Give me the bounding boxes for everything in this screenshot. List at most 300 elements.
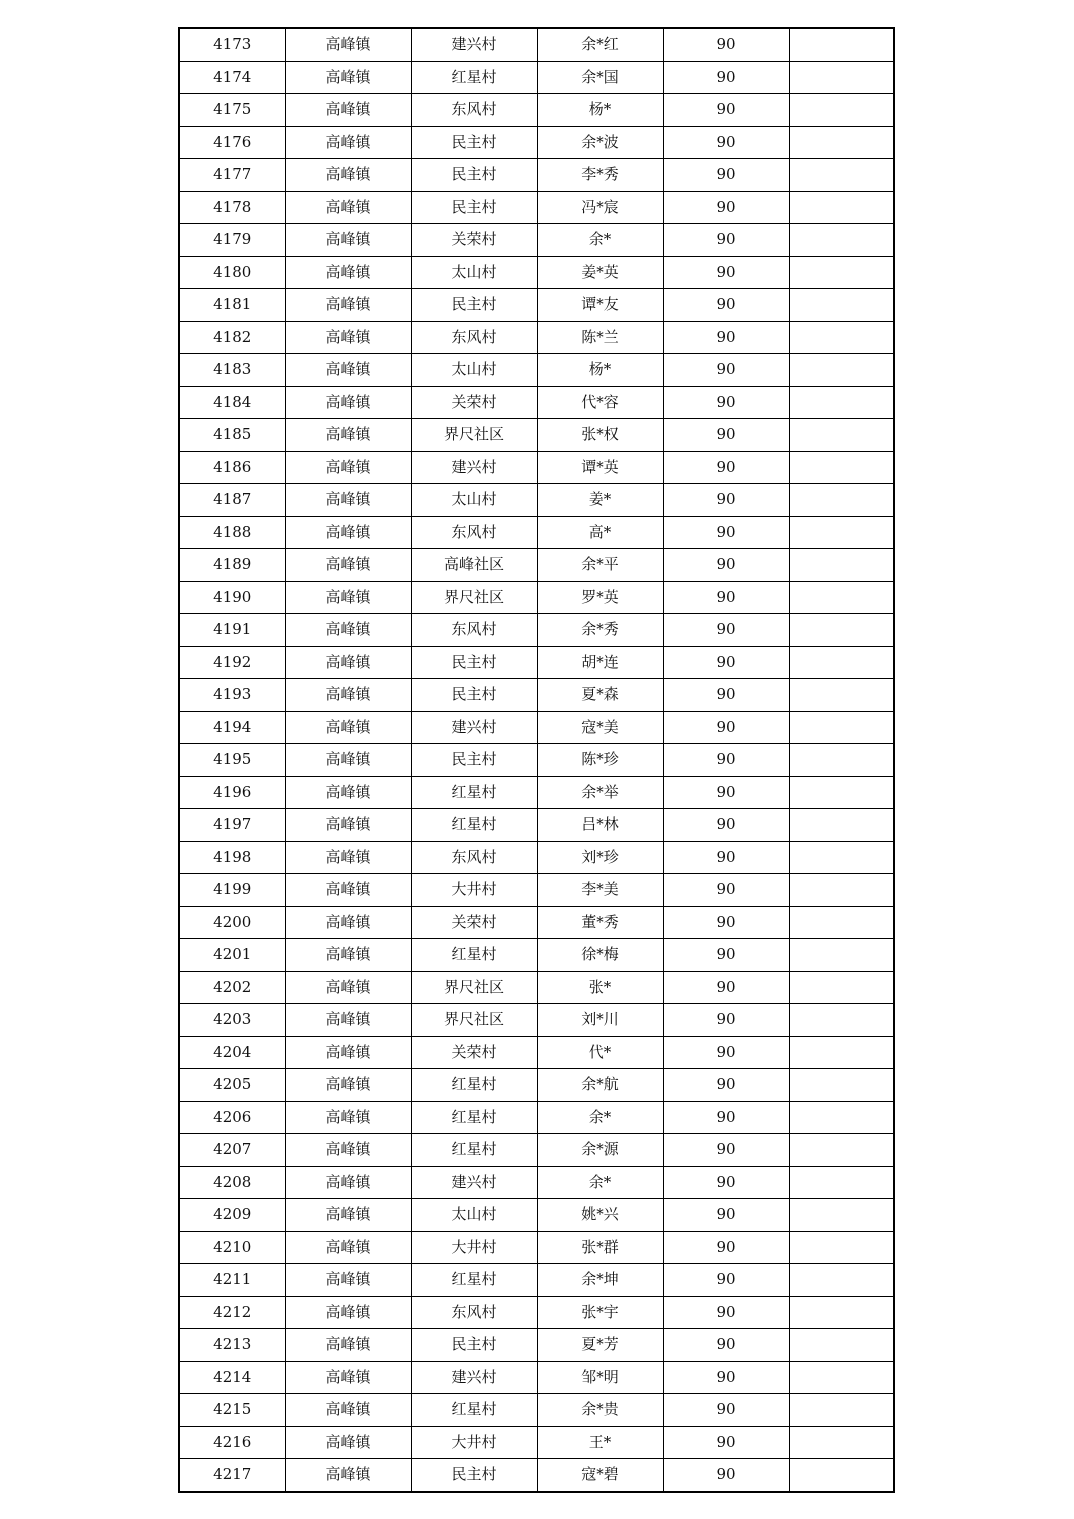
table-row	[179, 419, 894, 452]
village-cell: 红星村	[411, 1069, 537, 1102]
village-cell: 界尺社区	[411, 419, 537, 452]
table-row	[179, 679, 894, 712]
amount-cell: 90	[663, 939, 789, 972]
town-cell: 高峰镇	[285, 1394, 411, 1427]
village-cell: 建兴村	[411, 1166, 537, 1199]
amount-cell: 90	[663, 61, 789, 94]
serial-number-cell: 4209	[179, 1199, 285, 1232]
table-row	[179, 1036, 894, 1069]
village-cell: 大井村	[411, 1426, 537, 1459]
serial-number-cell: 4173	[179, 28, 285, 61]
serial-number-cell: 4182	[179, 321, 285, 354]
person-name-cell: 余*	[537, 224, 663, 257]
table-row	[179, 224, 894, 257]
town-cell: 高峰镇	[285, 1004, 411, 1037]
village-cell: 红星村	[411, 939, 537, 972]
table-row	[179, 386, 894, 419]
remark-cell	[789, 841, 894, 874]
table-row	[179, 581, 894, 614]
remark-cell	[789, 1459, 894, 1492]
person-name-cell: 杨*	[537, 354, 663, 387]
amount-cell: 90	[663, 224, 789, 257]
person-name-cell: 张*宇	[537, 1296, 663, 1329]
amount-cell: 90	[663, 1329, 789, 1362]
town-cell: 高峰镇	[285, 776, 411, 809]
serial-number-cell: 4176	[179, 126, 285, 159]
table-row	[179, 614, 894, 647]
table-row	[179, 1361, 894, 1394]
table-row	[179, 744, 894, 777]
remark-cell	[789, 419, 894, 452]
remark-cell	[789, 939, 894, 972]
person-name-cell: 余*源	[537, 1134, 663, 1167]
amount-cell: 90	[663, 841, 789, 874]
person-name-cell: 姜*英	[537, 256, 663, 289]
serial-number-cell: 4190	[179, 581, 285, 614]
town-cell: 高峰镇	[285, 61, 411, 94]
town-cell: 高峰镇	[285, 679, 411, 712]
village-cell: 民主村	[411, 126, 537, 159]
amount-cell: 90	[663, 1134, 789, 1167]
remark-cell	[789, 1329, 894, 1362]
village-cell: 红星村	[411, 1134, 537, 1167]
table-row	[179, 906, 894, 939]
table-row	[179, 1426, 894, 1459]
serial-number-cell: 4206	[179, 1101, 285, 1134]
amount-cell: 90	[663, 1264, 789, 1297]
amount-cell: 90	[663, 159, 789, 192]
serial-number-cell: 4210	[179, 1231, 285, 1264]
table-row	[179, 711, 894, 744]
town-cell: 高峰镇	[285, 451, 411, 484]
amount-cell: 90	[663, 94, 789, 127]
amount-cell: 90	[663, 1199, 789, 1232]
table-row	[179, 1296, 894, 1329]
table-row	[179, 841, 894, 874]
serial-number-cell: 4201	[179, 939, 285, 972]
amount-cell: 90	[663, 906, 789, 939]
remark-cell	[789, 321, 894, 354]
table-row	[179, 1459, 894, 1492]
remark-cell	[789, 61, 894, 94]
person-name-cell: 余*平	[537, 549, 663, 582]
person-name-cell: 余*波	[537, 126, 663, 159]
person-name-cell: 李*美	[537, 874, 663, 907]
person-name-cell: 刘*珍	[537, 841, 663, 874]
village-cell: 民主村	[411, 646, 537, 679]
town-cell: 高峰镇	[285, 1166, 411, 1199]
village-cell: 建兴村	[411, 711, 537, 744]
table-row	[179, 809, 894, 842]
serial-number-cell: 4200	[179, 906, 285, 939]
remark-cell	[789, 1101, 894, 1134]
person-name-cell: 邹*明	[537, 1361, 663, 1394]
serial-number-cell: 4179	[179, 224, 285, 257]
serial-number-cell: 4217	[179, 1459, 285, 1492]
town-cell: 高峰镇	[285, 321, 411, 354]
remark-cell	[789, 1264, 894, 1297]
table-row	[179, 971, 894, 1004]
remark-cell	[789, 451, 894, 484]
person-name-cell: 姜*	[537, 484, 663, 517]
person-name-cell: 杨*	[537, 94, 663, 127]
remark-cell	[789, 28, 894, 61]
serial-number-cell: 4180	[179, 256, 285, 289]
remark-cell	[789, 679, 894, 712]
remark-cell	[789, 1426, 894, 1459]
amount-cell: 90	[663, 646, 789, 679]
person-name-cell: 陈*兰	[537, 321, 663, 354]
table-row	[179, 1394, 894, 1427]
town-cell: 高峰镇	[285, 809, 411, 842]
person-name-cell: 余*航	[537, 1069, 663, 1102]
town-cell: 高峰镇	[285, 94, 411, 127]
amount-cell: 90	[663, 289, 789, 322]
town-cell: 高峰镇	[285, 939, 411, 972]
person-name-cell: 张*群	[537, 1231, 663, 1264]
table-row	[179, 1004, 894, 1037]
village-cell: 关荣村	[411, 224, 537, 257]
village-cell: 太山村	[411, 354, 537, 387]
remark-cell	[789, 1069, 894, 1102]
amount-cell: 90	[663, 419, 789, 452]
serial-number-cell: 4183	[179, 354, 285, 387]
town-cell: 高峰镇	[285, 1231, 411, 1264]
town-cell: 高峰镇	[285, 971, 411, 1004]
amount-cell: 90	[663, 1069, 789, 1102]
person-name-cell: 寇*美	[537, 711, 663, 744]
town-cell: 高峰镇	[285, 549, 411, 582]
amount-cell: 90	[663, 1166, 789, 1199]
town-cell: 高峰镇	[285, 126, 411, 159]
person-name-cell: 余*贵	[537, 1394, 663, 1427]
table-row	[179, 61, 894, 94]
remark-cell	[789, 809, 894, 842]
person-name-cell: 张*权	[537, 419, 663, 452]
person-name-cell: 李*秀	[537, 159, 663, 192]
roster-table	[178, 27, 895, 1493]
person-name-cell: 余*	[537, 1166, 663, 1199]
town-cell: 高峰镇	[285, 159, 411, 192]
person-name-cell: 高*	[537, 516, 663, 549]
serial-number-cell: 4175	[179, 94, 285, 127]
town-cell: 高峰镇	[285, 1329, 411, 1362]
remark-cell	[789, 1394, 894, 1427]
town-cell: 高峰镇	[285, 646, 411, 679]
person-name-cell: 王*	[537, 1426, 663, 1459]
serial-number-cell: 4188	[179, 516, 285, 549]
person-name-cell: 余*红	[537, 28, 663, 61]
town-cell: 高峰镇	[285, 28, 411, 61]
village-cell: 红星村	[411, 1394, 537, 1427]
amount-cell: 90	[663, 679, 789, 712]
table-row	[179, 1166, 894, 1199]
village-cell: 东风村	[411, 516, 537, 549]
remark-cell	[789, 484, 894, 517]
village-cell: 界尺社区	[411, 581, 537, 614]
remark-cell	[789, 711, 894, 744]
serial-number-cell: 4181	[179, 289, 285, 322]
table-row	[179, 1134, 894, 1167]
table-row	[179, 126, 894, 159]
amount-cell: 90	[663, 516, 789, 549]
serial-number-cell: 4186	[179, 451, 285, 484]
person-name-cell: 刘*川	[537, 1004, 663, 1037]
serial-number-cell: 4174	[179, 61, 285, 94]
table-row	[179, 484, 894, 517]
amount-cell: 90	[663, 386, 789, 419]
town-cell: 高峰镇	[285, 906, 411, 939]
remark-cell	[789, 581, 894, 614]
remark-cell	[789, 1004, 894, 1037]
village-cell: 民主村	[411, 1459, 537, 1492]
serial-number-cell: 4191	[179, 614, 285, 647]
town-cell: 高峰镇	[285, 1101, 411, 1134]
table-row	[179, 939, 894, 972]
amount-cell: 90	[663, 484, 789, 517]
village-cell: 东风村	[411, 1296, 537, 1329]
village-cell: 东风村	[411, 321, 537, 354]
person-name-cell: 谭*友	[537, 289, 663, 322]
serial-number-cell: 4193	[179, 679, 285, 712]
town-cell: 高峰镇	[285, 1069, 411, 1102]
town-cell: 高峰镇	[285, 1134, 411, 1167]
serial-number-cell: 4177	[179, 159, 285, 192]
amount-cell: 90	[663, 711, 789, 744]
serial-number-cell: 4187	[179, 484, 285, 517]
town-cell: 高峰镇	[285, 581, 411, 614]
village-cell: 红星村	[411, 61, 537, 94]
person-name-cell: 余*	[537, 1101, 663, 1134]
table-row	[179, 321, 894, 354]
person-name-cell: 董*秀	[537, 906, 663, 939]
person-name-cell: 夏*芳	[537, 1329, 663, 1362]
village-cell: 关荣村	[411, 906, 537, 939]
serial-number-cell: 4207	[179, 1134, 285, 1167]
table-row	[179, 451, 894, 484]
remark-cell	[789, 744, 894, 777]
remark-cell	[789, 1134, 894, 1167]
person-name-cell: 罗*英	[537, 581, 663, 614]
person-name-cell: 余*国	[537, 61, 663, 94]
table-row	[179, 159, 894, 192]
village-cell: 建兴村	[411, 28, 537, 61]
serial-number-cell: 4197	[179, 809, 285, 842]
person-name-cell: 张*	[537, 971, 663, 1004]
remark-cell	[789, 1296, 894, 1329]
remark-cell	[789, 1199, 894, 1232]
roster-table-body	[179, 28, 894, 1492]
serial-number-cell: 4204	[179, 1036, 285, 1069]
table-row	[179, 1199, 894, 1232]
table-row	[179, 1069, 894, 1102]
town-cell: 高峰镇	[285, 1361, 411, 1394]
amount-cell: 90	[663, 744, 789, 777]
town-cell: 高峰镇	[285, 419, 411, 452]
village-cell: 太山村	[411, 256, 537, 289]
table-row	[179, 1264, 894, 1297]
village-cell: 民主村	[411, 159, 537, 192]
table-row	[179, 28, 894, 61]
person-name-cell: 胡*连	[537, 646, 663, 679]
table-row	[179, 256, 894, 289]
table-row	[179, 1329, 894, 1362]
remark-cell	[789, 126, 894, 159]
remark-cell	[789, 256, 894, 289]
village-cell: 大井村	[411, 1231, 537, 1264]
town-cell: 高峰镇	[285, 289, 411, 322]
town-cell: 高峰镇	[285, 1296, 411, 1329]
town-cell: 高峰镇	[285, 1426, 411, 1459]
village-cell: 红星村	[411, 1264, 537, 1297]
remark-cell	[789, 614, 894, 647]
serial-number-cell: 4212	[179, 1296, 285, 1329]
amount-cell: 90	[663, 321, 789, 354]
serial-number-cell: 4215	[179, 1394, 285, 1427]
town-cell: 高峰镇	[285, 711, 411, 744]
amount-cell: 90	[663, 776, 789, 809]
serial-number-cell: 4199	[179, 874, 285, 907]
serial-number-cell: 4195	[179, 744, 285, 777]
remark-cell	[789, 386, 894, 419]
amount-cell: 90	[663, 1426, 789, 1459]
village-cell: 关荣村	[411, 386, 537, 419]
remark-cell	[789, 354, 894, 387]
amount-cell: 90	[663, 451, 789, 484]
amount-cell: 90	[663, 1036, 789, 1069]
town-cell: 高峰镇	[285, 841, 411, 874]
village-cell: 界尺社区	[411, 1004, 537, 1037]
remark-cell	[789, 971, 894, 1004]
person-name-cell: 代*容	[537, 386, 663, 419]
serial-number-cell: 4184	[179, 386, 285, 419]
table-row	[179, 874, 894, 907]
amount-cell: 90	[663, 354, 789, 387]
amount-cell: 90	[663, 1394, 789, 1427]
town-cell: 高峰镇	[285, 1459, 411, 1492]
remark-cell	[789, 1231, 894, 1264]
person-name-cell: 夏*森	[537, 679, 663, 712]
serial-number-cell: 4196	[179, 776, 285, 809]
table-row	[179, 776, 894, 809]
person-name-cell: 余*举	[537, 776, 663, 809]
village-cell: 建兴村	[411, 451, 537, 484]
town-cell: 高峰镇	[285, 1199, 411, 1232]
town-cell: 高峰镇	[285, 614, 411, 647]
town-cell: 高峰镇	[285, 386, 411, 419]
amount-cell: 90	[663, 809, 789, 842]
person-name-cell: 寇*碧	[537, 1459, 663, 1492]
village-cell: 东风村	[411, 94, 537, 127]
remark-cell	[789, 906, 894, 939]
amount-cell: 90	[663, 581, 789, 614]
remark-cell	[789, 646, 894, 679]
amount-cell: 90	[663, 1361, 789, 1394]
serial-number-cell: 4203	[179, 1004, 285, 1037]
amount-cell: 90	[663, 874, 789, 907]
village-cell: 民主村	[411, 744, 537, 777]
person-name-cell: 谭*英	[537, 451, 663, 484]
remark-cell	[789, 224, 894, 257]
table-row	[179, 289, 894, 322]
remark-cell	[789, 1166, 894, 1199]
village-cell: 红星村	[411, 776, 537, 809]
amount-cell: 90	[663, 191, 789, 224]
person-name-cell: 代*	[537, 1036, 663, 1069]
remark-cell	[789, 549, 894, 582]
town-cell: 高峰镇	[285, 224, 411, 257]
remark-cell	[789, 191, 894, 224]
serial-number-cell: 4214	[179, 1361, 285, 1394]
village-cell: 民主村	[411, 289, 537, 322]
village-cell: 民主村	[411, 1329, 537, 1362]
remark-cell	[789, 289, 894, 322]
village-cell: 建兴村	[411, 1361, 537, 1394]
remark-cell	[789, 94, 894, 127]
table-row	[179, 516, 894, 549]
town-cell: 高峰镇	[285, 1036, 411, 1069]
amount-cell: 90	[663, 1004, 789, 1037]
amount-cell: 90	[663, 256, 789, 289]
town-cell: 高峰镇	[285, 191, 411, 224]
serial-number-cell: 4208	[179, 1166, 285, 1199]
table-row	[179, 354, 894, 387]
serial-number-cell: 4194	[179, 711, 285, 744]
table-row	[179, 191, 894, 224]
remark-cell	[789, 1361, 894, 1394]
table-row	[179, 1231, 894, 1264]
person-name-cell: 陈*珍	[537, 744, 663, 777]
remark-cell	[789, 874, 894, 907]
amount-cell: 90	[663, 1459, 789, 1492]
person-name-cell: 吕*林	[537, 809, 663, 842]
village-cell: 关荣村	[411, 1036, 537, 1069]
serial-number-cell: 4185	[179, 419, 285, 452]
village-cell: 界尺社区	[411, 971, 537, 1004]
serial-number-cell: 4192	[179, 646, 285, 679]
serial-number-cell: 4202	[179, 971, 285, 1004]
amount-cell: 90	[663, 1231, 789, 1264]
town-cell: 高峰镇	[285, 744, 411, 777]
town-cell: 高峰镇	[285, 354, 411, 387]
village-cell: 东风村	[411, 841, 537, 874]
serial-number-cell: 4213	[179, 1329, 285, 1362]
village-cell: 太山村	[411, 484, 537, 517]
person-name-cell: 姚*兴	[537, 1199, 663, 1232]
amount-cell: 90	[663, 1101, 789, 1134]
table-row	[179, 1101, 894, 1134]
village-cell: 民主村	[411, 679, 537, 712]
village-cell: 红星村	[411, 1101, 537, 1134]
town-cell: 高峰镇	[285, 484, 411, 517]
village-cell: 东风村	[411, 614, 537, 647]
amount-cell: 90	[663, 1296, 789, 1329]
person-name-cell: 余*秀	[537, 614, 663, 647]
village-cell: 红星村	[411, 809, 537, 842]
person-name-cell: 徐*梅	[537, 939, 663, 972]
village-cell: 大井村	[411, 874, 537, 907]
serial-number-cell: 4198	[179, 841, 285, 874]
serial-number-cell: 4178	[179, 191, 285, 224]
town-cell: 高峰镇	[285, 256, 411, 289]
table-row	[179, 646, 894, 679]
amount-cell: 90	[663, 614, 789, 647]
town-cell: 高峰镇	[285, 516, 411, 549]
remark-cell	[789, 776, 894, 809]
remark-cell	[789, 1036, 894, 1069]
amount-cell: 90	[663, 549, 789, 582]
village-cell: 民主村	[411, 191, 537, 224]
